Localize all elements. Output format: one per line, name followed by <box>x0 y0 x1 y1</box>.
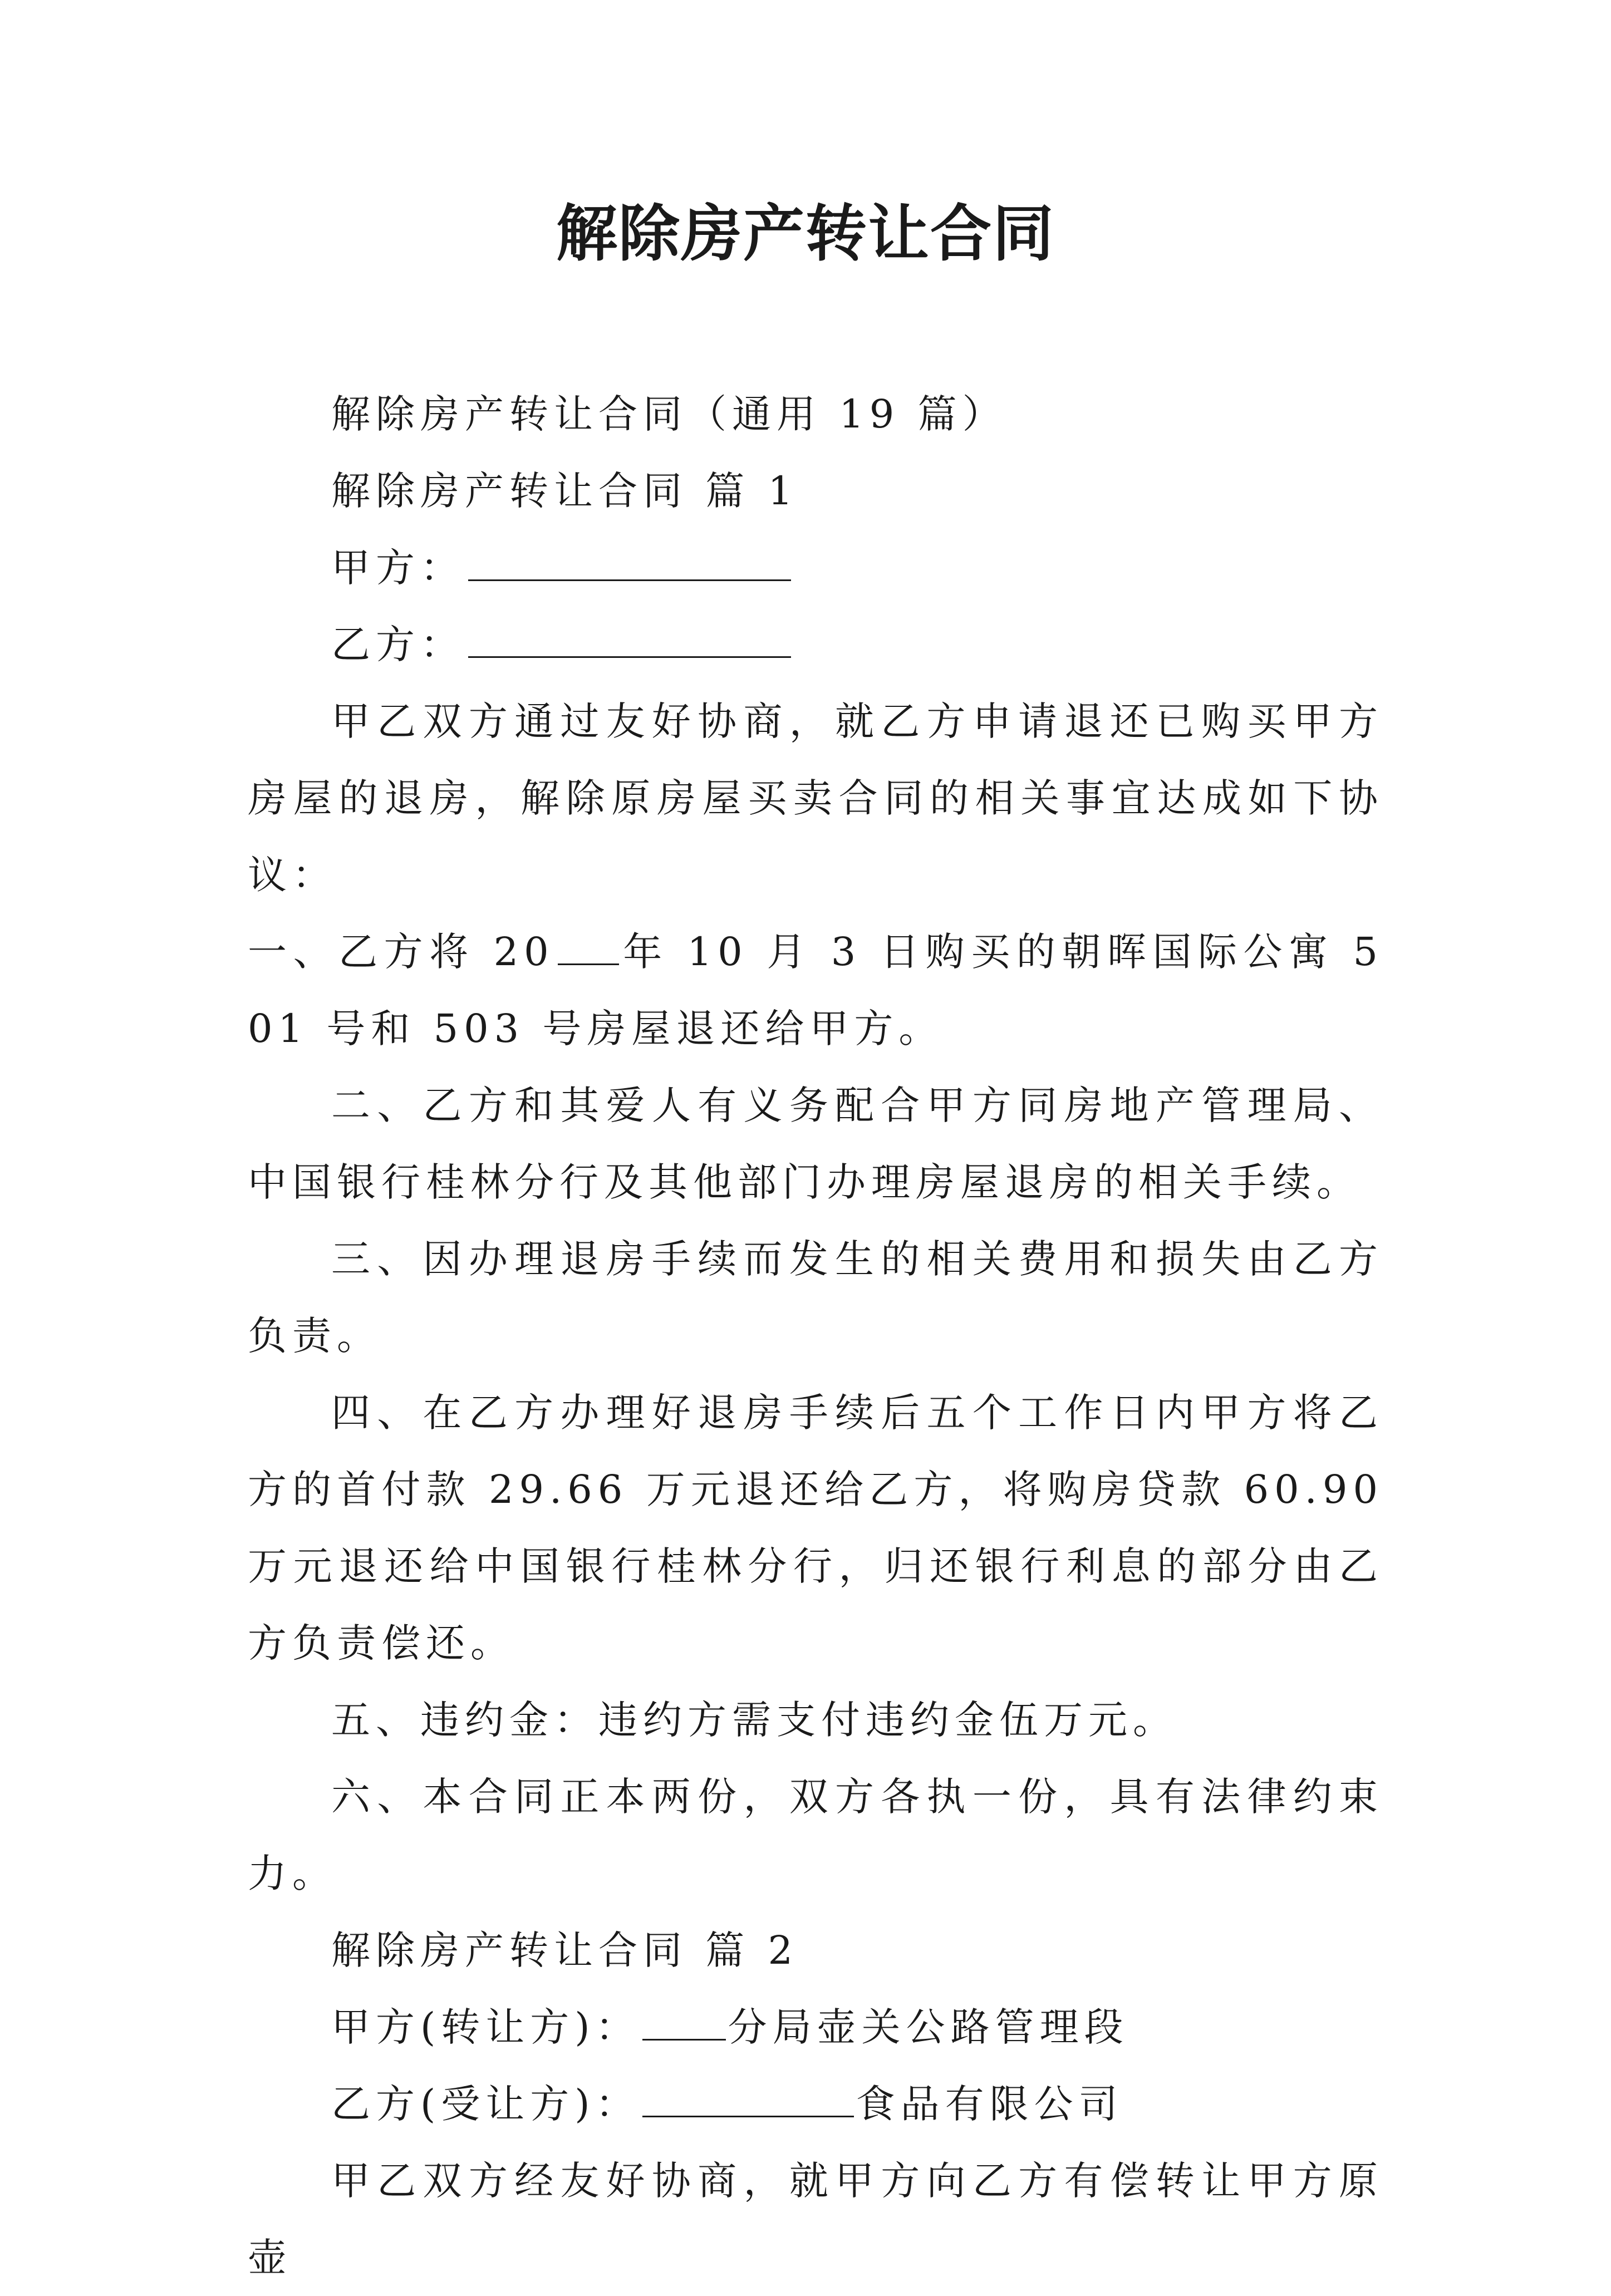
year-blank <box>558 931 619 965</box>
part1-item1 <box>248 913 1383 1067</box>
party-a-label: 甲方： <box>331 545 465 591</box>
part1-item5: 五、违约金：违约方需支付违约金伍万元。 <box>331 1697 1177 1743</box>
part2-party-b-line <box>248 2066 1383 2142</box>
part2-party-b-label: 乙方(受让方)： <box>331 2081 640 2127</box>
party-b-label: 乙方： <box>331 622 465 667</box>
part2-heading: 解除房产转让合同 篇 2 <box>331 1928 799 1973</box>
part2-party-a-line <box>248 1989 1383 2066</box>
part2-party-a-blank <box>642 2007 726 2041</box>
part2-party-a-label: 甲方(转让方)： <box>331 2004 640 2050</box>
document-subtitle: 解除房产转让合同（通用 19 篇） <box>331 391 1007 437</box>
party-b-line <box>248 606 1383 683</box>
part1-item2: 二、乙方和其爱人有义务配合甲方同房地产管理局、中国银行桂林分行及其他部门办理房屋退房的相关手续。 <box>248 1083 1383 1205</box>
item1-post: 年 10 月 3 日购买的朝晖国际公寓 501 号和 503 号房屋退还给甲方。 <box>248 929 1383 1051</box>
document-body <box>248 376 1383 2296</box>
part2-party-a-value: 分局壶关公路管理段 <box>728 2004 1129 2050</box>
part1-item4: 四、在乙方办理好退房手续后五个工作日内甲方将乙方的首付款 29.66 万元退还给乙方，将购房贷款 60.90 万元退还给中国银行桂林分行，归还银行利息的部分由乙方负责偿还。 <box>248 1390 1383 1666</box>
part1-item6: 六、本合同正本两份，双方各执一份，具有法律约束力。 <box>248 1774 1383 1896</box>
part2-intro: 甲乙双方经友好协商，就甲方向乙方有偿转让甲方原壶 <box>248 2158 1383 2280</box>
part2-party-b-blank <box>642 2083 854 2117</box>
item1-pre: 一、乙方将 20 <box>248 929 554 975</box>
party-b-blank <box>468 624 791 658</box>
part1-item3: 三、因办理退房手续而发生的相关费用和损失由乙方负责。 <box>248 1236 1383 1359</box>
part1-intro: 甲乙双方通过友好协商，就乙方申请退还已购买甲方房屋的退房，解除原房屋买卖合同的相关事宜达成如下协议： <box>248 699 1383 898</box>
document-title: 解除房产转让合同 <box>556 198 1055 269</box>
part2-party-b-value: 食品有限公司 <box>856 2081 1123 2127</box>
part1-heading: 解除房产转让合同 篇 1 <box>331 468 799 514</box>
party-a-line <box>248 529 1383 606</box>
party-a-blank <box>468 547 791 581</box>
